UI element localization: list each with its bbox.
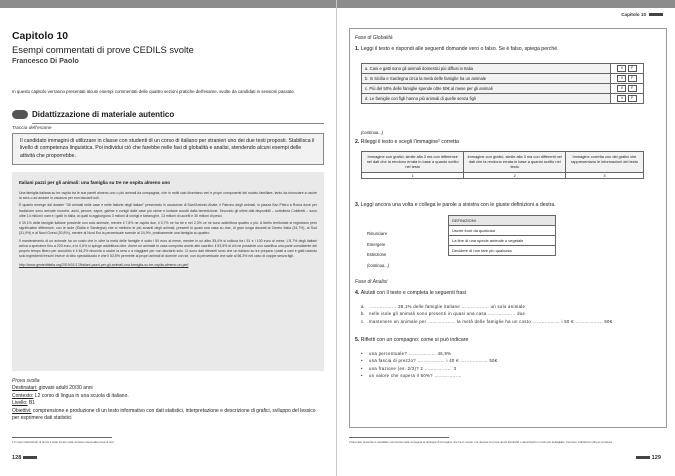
running-head	[621, 12, 663, 17]
prova-label: Prova svolta	[12, 378, 40, 384]
fill-in-line[interactable]	[361, 318, 651, 325]
article-paragraph: È quanto emerge dal dossier "Gli animali nelle case e nelle fattorie degli italiani" presentato in occasione di Sant'Antonio Abate, il Patrono degli animali, in piazza San Pietro a Roma dove per tradizione sono arrivate mucche, asini, pecore, capre, galline e conigli dalle case più vicine e lontane accolti dalla benedizione. Secondo gli ultimi dati disponibili – sottolinea Coldiretti – sono oltre 14 milioni i cani e i gatti in Italia, ai quali si aggiungono 3 milioni di conigli e tartarughe, 13 milioni di uccelli e 30 milioni di pesci.	[19, 203, 317, 218]
table-row	[362, 94, 644, 104]
question-text: Leggi il testo e rispondi alle seguenti domande vero o falso. Se è falso, spiega perché.	[360, 46, 559, 52]
fill-in-line[interactable]	[361, 303, 651, 310]
article-title: Italiani pazzi per gli animali: una famiglia su tre ne ospita almeno uno	[19, 180, 171, 185]
prova-row	[12, 400, 324, 407]
true-checkbox[interactable]: V	[617, 95, 626, 102]
line-text: ……………… 39,1% delle famiglie italiane ……………… un solo animale	[369, 304, 526, 309]
top-bar	[337, 0, 675, 8]
true-false-table	[361, 63, 644, 104]
section-heading	[12, 110, 174, 119]
prova-key: Destinatari:	[12, 385, 38, 392]
task-box	[12, 133, 324, 165]
page-number	[636, 455, 661, 461]
tf-choices	[611, 74, 644, 84]
false-checkbox[interactable]: F	[628, 85, 637, 92]
fill-in-line[interactable]	[361, 310, 651, 317]
tf-statement: c. Più del 50% delle famiglie spende oltre 50€ al mese per gli animali	[362, 84, 611, 94]
table-row	[449, 246, 556, 256]
table-row	[449, 226, 556, 236]
prova-row	[12, 393, 324, 400]
question-text: Leggi ancora una volta e collega le parole a sinistra con le giuste definizioni a destra.	[360, 202, 556, 208]
running-head-text: Capitolo 10	[621, 12, 646, 17]
image-option[interactable]: Immagine con grafici, simile alla 3 ma con differenti nei dati che la rendono errata in base a quanto scritto nel testo	[464, 152, 565, 173]
section-pill-icon	[12, 110, 28, 119]
match-word[interactable]: Rinunciare	[367, 231, 388, 236]
section-title: Didattizzazione di materiale autentico	[32, 110, 175, 119]
tf-choices	[611, 94, 644, 104]
line-text: una percentuale? ……………… 46,9%	[369, 351, 452, 356]
definition-item[interactable]: La fine di una specie animale o vegetale	[449, 236, 556, 246]
page-number-text: 128	[12, 455, 22, 461]
continua-note: (continua...)	[361, 130, 384, 135]
phase-label-globalita: Fase di Globalità	[355, 35, 393, 41]
chapter-subtitle: Esempi commentati di prove CEDILS svolte	[12, 44, 194, 55]
table-row	[449, 216, 556, 226]
question-text: Rifletti con un compagno: come si può indicare	[360, 337, 469, 343]
reflection-line[interactable]	[361, 365, 651, 372]
page-number-text: 129	[651, 455, 661, 461]
task-text: Il candidato immagini di utilizzare in classe con studenti di un corso di italiano per stranieri uno dei due testi proposti. Stabilisca il livello di competenza linguistica. Poi individui ciò che farebbe nelle fasi di globalità e analisi, stendendo alcuni esempi delle attività che proporrebbe.	[20, 138, 315, 159]
image-number: 2	[464, 172, 565, 178]
reflection-lines	[361, 350, 651, 379]
article-box	[12, 172, 324, 371]
article-paragraph: Una famiglia italiana su tre ospita tra le sue pareti almeno uno o più animali da compagnia, che in molti casi diventano veri e propri componenti del nucleo familiare, tanto da rinunciare a uscire la sera o ad andare in vacanza per non lasciarli soli.	[19, 191, 317, 201]
intro-paragraph: In questo capitolo verranno presentati alcuni esempi commentati delle quattro sezioni pratiche dell'esame, svolte da candidati in sessioni passate.	[12, 89, 295, 94]
task-label: Traccia dell'esame	[12, 126, 52, 131]
top-bar	[0, 0, 337, 8]
reflection-line[interactable]	[361, 372, 651, 379]
prova-key: Livello:	[12, 400, 28, 407]
line-text: nelle isole gli animali sono presenti in quasi una casa ……………… due	[369, 311, 526, 317]
line-text: mantenere un animale per ……………… la metà delle famiglie ha un costo ……………… i 50 € ……………… 50€	[369, 318, 613, 324]
table-row	[362, 74, 644, 84]
prova-value: giovani adulti 20/30 anni	[37, 385, 93, 392]
chapter-author: Francesco Di Paolo	[12, 56, 79, 65]
tf-statement: d. Le famiglie con figli hanno più animali di quelle senza figli	[362, 94, 611, 104]
image-option[interactable]: Immagine con grafici, simile alla 3 ma con differenze nei dati che la rendono errata in base a quanto scritto nel testo	[362, 152, 464, 173]
article-paragraph: Il mantenimento di un animale ha un costo che in oltre la metà delle famiglie è sotto i 50 euro al mese, mentre in un altro 35,4% si colloca fra i 51 e i 100 euro al mese. L'8,7% degli italiani arriva a spendere fino a 200 euro, e lo 0,6% si spinge addirittura oltre. Avere un animale in casa comporta anche altri sacrifici: il 53,5% di chi ne possiede uno sacrifica una parte consistente del proprio tempo libero per accudirlo e il 46,2% rinuncia a uscire la sera o a viaggiare per non lasciarlo solo. Ci sono dati rilevanti sono che un italiano su tre prepara i pasti a cani e gatti usando solo ingredienti freschi invece di cibo specializzato e che il 53,5% permette ai propri animali di dormire con sé, con la percentuale che sale al 56,3% nel caso di coppie senza figli.	[19, 238, 317, 259]
question-1	[355, 46, 559, 52]
false-checkbox[interactable]: F	[628, 65, 637, 72]
footnote: 2 Nel caso presente il candidato commenta nella consegna la tipologia di immagine che ha in mente, ma durante la prova dovrà illustrarla o descriverla in modo più dettagliato. Fornisce indicazioni utili per la lettura.	[349, 440, 613, 444]
question-3	[355, 202, 556, 208]
line-label: c.	[361, 318, 365, 324]
line-label: a.	[361, 304, 365, 309]
footnote: 1 Il corpo dell'articolo di prova è stato fornito nella versione intera alla prova di test.	[12, 440, 115, 444]
table-row	[362, 64, 644, 74]
bullet: •	[361, 351, 363, 356]
question-number: 2.	[355, 139, 360, 145]
line-text: una frazione (es. 2/3)? 2 ……………… 3	[369, 365, 457, 371]
image-choice-table	[361, 151, 644, 179]
bullet: •	[361, 372, 363, 378]
table-row	[362, 172, 644, 178]
phase-label-analisi: Fase di Analisi	[355, 279, 388, 285]
fill-in-lines	[361, 303, 651, 325]
question-5	[355, 337, 468, 343]
article-paragraph: Il 39,1% delle famiglie italiane possiede uno solo animale, mentre il 7,8% ne ospita due, il 3,7% ne ha tre e nel 2,3% ce ne sono addirittura quattro o più. A livello territoriale si registrano però significative differenze, con le isole (Sicilia e Sardegna) che si mettono le più amanti degli animali, presenti in quasi una casa su due, di gran lunga davanti al Centro Italia (34,7%), al Sud (31,9%) e al Nord Ovest (30,8%), mentre al Nord Est la percentuale scende al 24,9%, praticamente una famiglia su quattro.	[19, 221, 317, 236]
prova-value: comprensione e produzione di un testo informativo con dati statistici, interpretazione e descrizione di grafici, sviluppo del lessico per esprimere dati statistici	[12, 407, 316, 422]
right-page	[337, 0, 675, 476]
question-text: Rileggi il testo e scegli l'immagine² corretta	[360, 139, 459, 145]
reflection-line[interactable]	[361, 350, 651, 357]
tf-statement: a. Cani e gatti sono gli animali domestici più diffusi in Italia	[362, 64, 611, 74]
true-checkbox[interactable]: V	[617, 65, 626, 72]
page-number-bar	[23, 456, 37, 459]
question-number: 4.	[355, 290, 360, 296]
match-word[interactable]: Estinzione	[367, 252, 387, 258]
question-text: Aiutati con il testo e completa le seguenti frasi	[360, 290, 467, 296]
footnote-rule	[12, 437, 112, 438]
image-option[interactable]: Immagine corretta con dei grafici che rappresentano le informazioni del testo	[565, 152, 643, 173]
line-text: un valore che supera il 50%? ………………	[369, 372, 462, 378]
definition-item[interactable]: Uscire fuori da qualcosa	[449, 226, 556, 236]
page-number-bar	[636, 456, 650, 459]
true-checkbox[interactable]: V	[617, 85, 626, 92]
question-4	[355, 290, 466, 296]
bullet: •	[361, 365, 363, 371]
definitions-table	[448, 215, 556, 256]
table-row	[449, 236, 556, 246]
table-row	[362, 152, 644, 173]
prova-value: L2 corso di lingua in una scuola di italiano.	[33, 392, 129, 399]
match-word[interactable]: Emergere	[367, 241, 386, 247]
line-label: b.	[361, 311, 365, 317]
match-word: (continua...)	[367, 262, 390, 268]
question-number: 3.	[355, 202, 360, 208]
true-checkbox[interactable]: V	[617, 75, 626, 82]
tf-choices	[611, 84, 644, 94]
tf-statement: b. In Sicilia e Sardegna circa la metà delle famiglie ha un animale	[362, 74, 611, 84]
match-words	[367, 229, 417, 271]
chapter-title: Capitolo 10	[12, 31, 69, 42]
running-head-bar	[649, 13, 663, 16]
article-source-link[interactable]: http://www.gentedittalia.org/2019/01/17/italiani-pazzi-per-gli-animali-una-famiglia-su-tre-ospita-almeno-un-pet/	[19, 263, 189, 268]
definitions-header: DEFINIZIONI	[449, 216, 556, 226]
question-2	[355, 139, 459, 145]
question-number: 5.	[355, 337, 360, 343]
prova-value: B1	[27, 400, 36, 407]
question-number: 1.	[355, 46, 360, 52]
section-rule	[32, 123, 324, 124]
image-number: 1	[362, 172, 464, 178]
prova-row	[12, 408, 324, 423]
false-checkbox[interactable]: F	[628, 95, 637, 102]
bullet: •	[361, 358, 363, 364]
prova-key: Obiettivi:	[12, 407, 32, 414]
table-row	[362, 84, 644, 94]
page-number	[12, 455, 37, 461]
prova-key: Contesto:	[12, 392, 34, 399]
prova-section	[12, 378, 324, 422]
left-page	[0, 0, 337, 476]
prova-row	[12, 385, 324, 392]
false-checkbox[interactable]: F	[628, 75, 637, 82]
tf-choices	[611, 64, 644, 74]
image-number: 3	[565, 172, 643, 178]
reflection-line[interactable]	[361, 357, 651, 364]
footnote-rule	[349, 437, 449, 438]
line-text: una fascia di prezzo? ……………… i 40 € ……………… 50€	[369, 358, 498, 364]
definition-item[interactable]: Decidere di non fare più qualcosa	[449, 246, 556, 256]
